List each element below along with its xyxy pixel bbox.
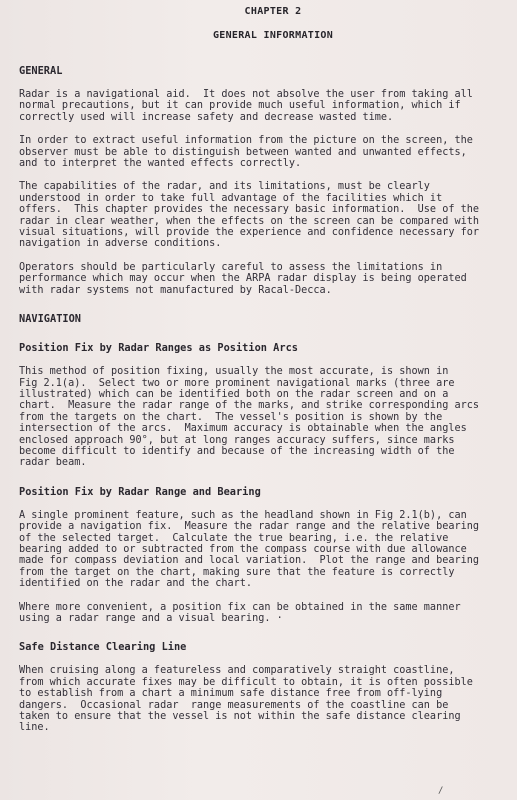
section-heading-navigation: NAVIGATION xyxy=(19,313,81,326)
subsection-heading-position-arcs: Position Fix by Radar Ranges as Position Arcs xyxy=(19,342,298,355)
stray-pen-mark: / xyxy=(438,786,444,796)
paragraph-general-2: In order to extract useful information from the picture on the screen, the observer must be able to distinguish between wanted and unwanted effects, and to interpret the wanted effects correctly. xyxy=(19,135,473,170)
paragraph-general-3: The capabilities of the radar, and its limitations, must be clearly understood in order to take full advantage of the facilities which it offers. This chapter provides the necessary basic information. Use of the radar in clear weather, when the effects on the screen can be compared with visual situations, will provide the experience and confidence necessary for navigation in adverse conditions. xyxy=(19,181,480,250)
subsection-heading-range-bearing: Position Fix by Radar Range and Bearing xyxy=(19,485,261,498)
paragraph-general-1: Radar is a navigational aid. It does not absolve the user from taking all normal precautions, but it can provide much useful information, which if correctly used will increase safety and decrease wasted time. xyxy=(19,89,473,123)
paragraph-range-bearing-2: Where more convenient, a position fix can be obtained in the same manner using a radar range and a visual bearing. · xyxy=(19,601,461,624)
subsection-heading-clearing-line: Safe Distance Clearing Line xyxy=(19,641,187,654)
paragraph-range-bearing-1: A single prominent feature, such as the headland shown in Fig 2.1(b), can provide a navigation fix. Measure the radar range and the relative bearing of the selected target. Calculate the true bearing, i.e. the relative bearing added to or subtracted from the compass course with due allowance made for compass deviation and local variation. Plot the range and bearing from the target on the chart, making sure that the feature is correctly identified on the radar and the chart. xyxy=(19,509,480,590)
chapter-number: CHAPTER 2 xyxy=(244,6,302,17)
paragraph-position-arcs: This method of position fixing, usually the most accurate, is shown in Fig 2.1(a). Select two or more prominent navigational marks (three are illustrated) which can be identified both on the radar screen and on a chart. Measure the radar range of the marks, and strike corresponding arcs from the targets on the chart. The vessel's position is shown by the intersection of the arcs. Maximum accuracy is obtainable when the angles enclosed approach 90°, but at long ranges accuracy suffers, since marks become difficult to identify and because of the increasing width of the radar beam. xyxy=(19,366,480,469)
chapter-title: GENERAL INFORMATION xyxy=(212,30,334,41)
paragraph-clearing-line: When cruising along a featureless and comparatively straight coastline, from which accurate fixes may be difficult to obtain, it is often possible to establish from a chart a minimum safe distance free from off-lying dangers. Occasional radar range measurements of the coastline can be taken to ensure that the vessel is not within the safe distance clearing line. xyxy=(19,665,473,734)
section-heading-general: GENERAL xyxy=(19,65,63,77)
paragraph-general-4: Operators should be particularly careful to assess the limitations in performance which may occur when the ARPA radar display is being operated with radar systems not manufactured by Racal-Decca. xyxy=(19,261,467,296)
